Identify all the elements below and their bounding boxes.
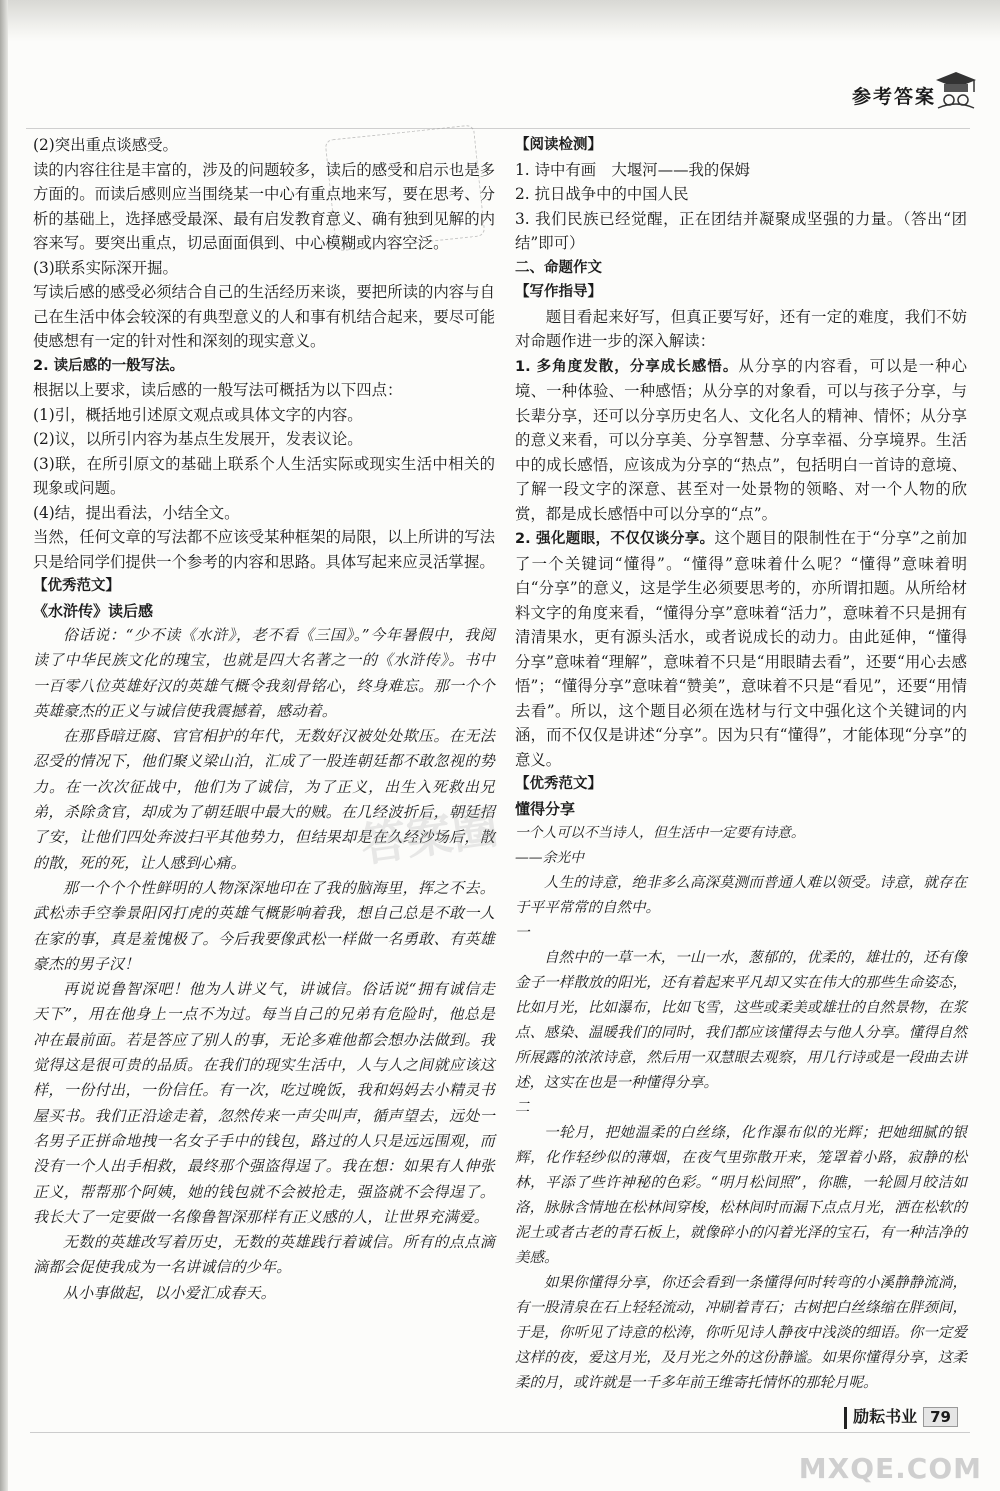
- scan-top-shadow: [0, 0, 1000, 42]
- right-guide-point-2-heading: 2. 强化题眼，不仅仅谈分享。: [515, 531, 715, 547]
- right-guide-point-1: [515, 354, 967, 527]
- right-guide-point-1-text: 从分享的内容看，可以是一种心境、一种体验、一种感悟；从分享的对象看，可以与孩子分享，与长辈分享，还可以分享历史名人、文化名人的精神、情怀；从分享的意义来看，可以分享美、分享智慧、分享幸福、分享境界。生活中的成长感悟，应该成为分享的“热点”，包括明白一首诗的意境、了解一段文字的深意、甚至对一处景物的领略、对一个人物的欣赏，都是成长感悟中可以分享的“点”。: [515, 356, 967, 523]
- right-essay-body: [515, 821, 967, 1396]
- right-section-tag-reading: 【阅读检测】: [515, 137, 602, 153]
- left-essay-para: 从小事做起，以小爱汇成春天。: [63, 1283, 276, 1302]
- watermark-url: MXQE.COM: [798, 1452, 982, 1485]
- left-p9: (3)联，在所引原文的基础上联系个人生活实际或现实生活中相关的现象或问题。: [33, 454, 495, 497]
- left-heading-method: 2. 读后感的一般写法。: [33, 357, 185, 374]
- page-footer: [844, 1404, 958, 1429]
- right-answer-2: 2. 抗日战争中的中国人民: [515, 185, 689, 203]
- essay-section-number: 二: [515, 1100, 530, 1116]
- left-p8: (2)议，以所引内容为基点生发展开，发表议论。: [33, 430, 363, 448]
- left-p6: 根据以上要求，读后感的一般写法可概括为以下四点：: [33, 381, 403, 399]
- left-column: [33, 133, 495, 1306]
- footer-rule: [30, 1432, 970, 1433]
- left-section-tag-sample: 【优秀范文】: [33, 578, 120, 594]
- watermark-logo-text: 答案圈: [357, 799, 502, 873]
- right-essay-para: 人生的诗意，绝非多么高深莫测而普通人难以领受。诗意，就存在于平平常常的自然中。: [515, 875, 967, 916]
- page-header-title: 参考答案: [851, 86, 936, 108]
- left-p7: (1)引，概括地引述原文观点或具体文字的内容。: [33, 405, 363, 424]
- left-essay-body: [33, 623, 495, 1306]
- right-essay-para: 自然中的一草一木，一山一水，葱郁的，优柔的，雄壮的，还有像金子一样散放的阳光，还有着起来平凡却又实在伟大的那些生命姿态，比如月光，比如瀑布，比如飞雪，这些或柔美或雄壮的自然景物，在浆点、感染、温暖我们的同时，我们都应该懂得去与他人分享。懂得自然所展露的浓浓诗意，然后用一双慧眼去观察，用几行诗或是一段曲去讲述，这实在也是一种懂得分享。: [515, 950, 967, 1091]
- right-answer-3: 3. 我们民族已经觉醒，正在团结并凝聚成坚强的力量。（答出“团结”即可）: [515, 209, 967, 252]
- left-p2: 读的内容往往是丰富的，涉及的问题较多，读后的感受和启示也是多方面的。而读后感则应当围绕某一中心有重点地来写，要在思考、分析的基础上，选择感受最深、最有启发教育意义、确有独到见解的内容来写。要突出重点，切忌面面俱到、中心模糊或内容空泛。: [33, 160, 495, 252]
- graduation-cap-icon: [934, 70, 978, 110]
- left-essay-para: 再说说鲁智深吧！他为人讲义气，讲诚信。俗话说“拥有诚信走天下”，用在他身上一点不为过。每当自己的兄弟有危险时，他总是冲在最前面。若是答应了别人的事，无论多难他都会想办法做到。我觉得这是很可贵的品质。在我们的现实生活中，人与人之间就应该这样，一份付出，一份信任。有一次，吃过晚饭，我和妈妈去小精灵书屋买书。我们正沿途走着，忽然传来一声尖叫声，循声望去，远处一名男子正拼命地拽一名女子手中的钱包，路过的人只是远远围观，而没有一个人出手相救，最终那个强盗得逞了。我在想：如果有人伸张正义，帮帮那个阿姨，她的钱包就不会被抢走，强盗就不会得逞了。我长大了一定要做一名像鲁智深那样有正义感的人，让世界充满爱。: [33, 980, 495, 1226]
- left-p11: 当然，任何文章的写法都不应该受某种框架的局限，以上所讲的写法只是给同学们提供一个参考的内容和思路。具体写起来应灵活掌握。: [33, 528, 495, 571]
- epigraph-author: ——余光中: [515, 850, 584, 866]
- right-guide-intro: 题目看起来好写，但真正要写好，还有一定的难度，我们不妨对命题作进一步的深入解读：: [515, 307, 967, 350]
- footer-brand: 励耘书业: [853, 1407, 918, 1426]
- left-essay-title: 《水浒传》读后感: [33, 601, 154, 620]
- left-p4: 写读后感的感受必须结合自己的生活经历来谈，要把所读的内容与自己在生活中体会较深的有典型意义的人和事有机结合起来，要尽可能使感想有一定的针对性和深刻的现实意义。: [33, 283, 495, 350]
- left-p3: (3)联系实际深开掘。: [33, 258, 178, 277]
- left-p1: (2)突出重点谈感受。: [33, 136, 178, 154]
- left-essay-para: 俗话说：“少不读《水浒》，老不看《三国》。”今年暑假中，我阅读了中华民族文化的瑰宝，也就是四大名著之一的《水浒传》。书中一百零八位英雄好汉的英雄气概令我刻骨铭心，终身难忘。那一个个英雄豪杰的正义与诚信使我震撼着，感动着。: [33, 626, 495, 720]
- right-section-tag-sample: 【优秀范文】: [515, 776, 602, 792]
- right-guide-point-2-text: 这个题目的限制性在于“分享”之前加了一个关键词“懂得”。“懂得”意味着什么呢？“懂得”意味着明白“分享”的意义，这是学生必须要思考的，亦所谓扣题。从所给材料文字的角度来看，“懂得分享”意味着“活力”，意味着不只是拥有清清果水，更有源头活水，或者说成长的动力。由此延伸，“懂得分享”意味着“理解”，意味着不只是“用眼睛去看”，还要“用心去感悟”；“懂得分享”意味着“赞美”，意味着不只是“看见”，还要“用情去看”。所以，这个题目必须在选材与行文中强化这个关键词的内涵，而不仅仅是讲述“分享”。因为只有“懂得”，才能体现“分享”的意义。: [515, 529, 967, 769]
- right-guide-point-2: [515, 526, 967, 772]
- essay-section-number: 一: [515, 925, 530, 941]
- left-essay-para: 在那昏暗迂腐、官官相护的年代，无数好汉被处处欺压。在无法忍受的情况下，他们聚义梁山泊，汇成了一股连朝廷都不敢忽视的势力。在一次次征战中，他们为了诚信，为了正义，出生入死救出兄弟，杀除贪官，却成为了朝廷眼中最大的贼。在几经波折后，朝廷招了安，让他们四处奔波扫平其他势力，但结果却是在久经沙场后，散的散，死的死，让人感到心痛。: [33, 727, 495, 872]
- page-number: 79: [923, 1407, 958, 1427]
- epigraph-quote: 一个人可以不当诗人，但生活中一定要有诗意。: [515, 825, 805, 841]
- right-section-tag-guide: 【写作指导】: [515, 284, 602, 300]
- right-answer-1: 1. 诗中有画 大堰河——我的保姆: [515, 160, 751, 179]
- right-guide-point-1-heading: 1. 多角度发散，分享成长感悟。: [515, 358, 739, 375]
- left-essay-para: 那一个个个性鲜明的人物深深地印在了我的脑海里，挥之不去。武松赤手空拳景阳冈打虎的英雄气概影响着我，想自己总是不敢一人在家的事，真是羞愧极了。今后我要像武松一样做一名勇敢、有英雄豪杰的男子汉！: [33, 878, 495, 973]
- right-essay-para: 如果你懂得分享，你还会看到一条懂得何时转弯的小溪静静流淌，有一股清泉在石上轻轻流动，冲刷着青石；古树把白丝绦缩在胖颈间，于是，你听见了诗意的松涛，你听见诗人静夜中浅淡的细语。你一定爱这样的夜，爱这月光，及月光之外的这份静谧。如果你懂得分享，这柔柔的月，或许就是一千多年前王维寄托情怀的那轮月呢。: [515, 1275, 967, 1391]
- right-column: [515, 133, 967, 1396]
- left-essay-para: 无数的英雄改写着历史，无数的英雄践行着诚信。所有的点点滴滴都会促使我成为一名讲诚信的少年。: [33, 1233, 495, 1277]
- right-essay-title: 懂得分享: [515, 799, 576, 818]
- footer-bar: [844, 1407, 847, 1429]
- scan-left-edge: [0, 0, 8, 1491]
- left-p10: (4)结，提出看法，小结全文。: [33, 503, 240, 522]
- right-heading-composition: 二、命题作文: [515, 259, 602, 276]
- right-essay-para: 一轮月，把她温柔的白丝绦，化作瀑布似的光辉；把她细腻的银辉，化作轻纱似的薄烟，在夜气里弥散开来，笼罩着小路，寂静的松林，平添了些许神秘的色彩。“明月松间照”，你瞧，一轮圆月皎洁如洛，脉脉含情地在松林间穿梭，松林间时而漏下点点月光，洒在松软的泥土或者古老的青石板上，就像碎小的闪着光泽的宝石，有一种洁净的美感。: [515, 1125, 967, 1266]
- header-rule: [26, 128, 970, 129]
